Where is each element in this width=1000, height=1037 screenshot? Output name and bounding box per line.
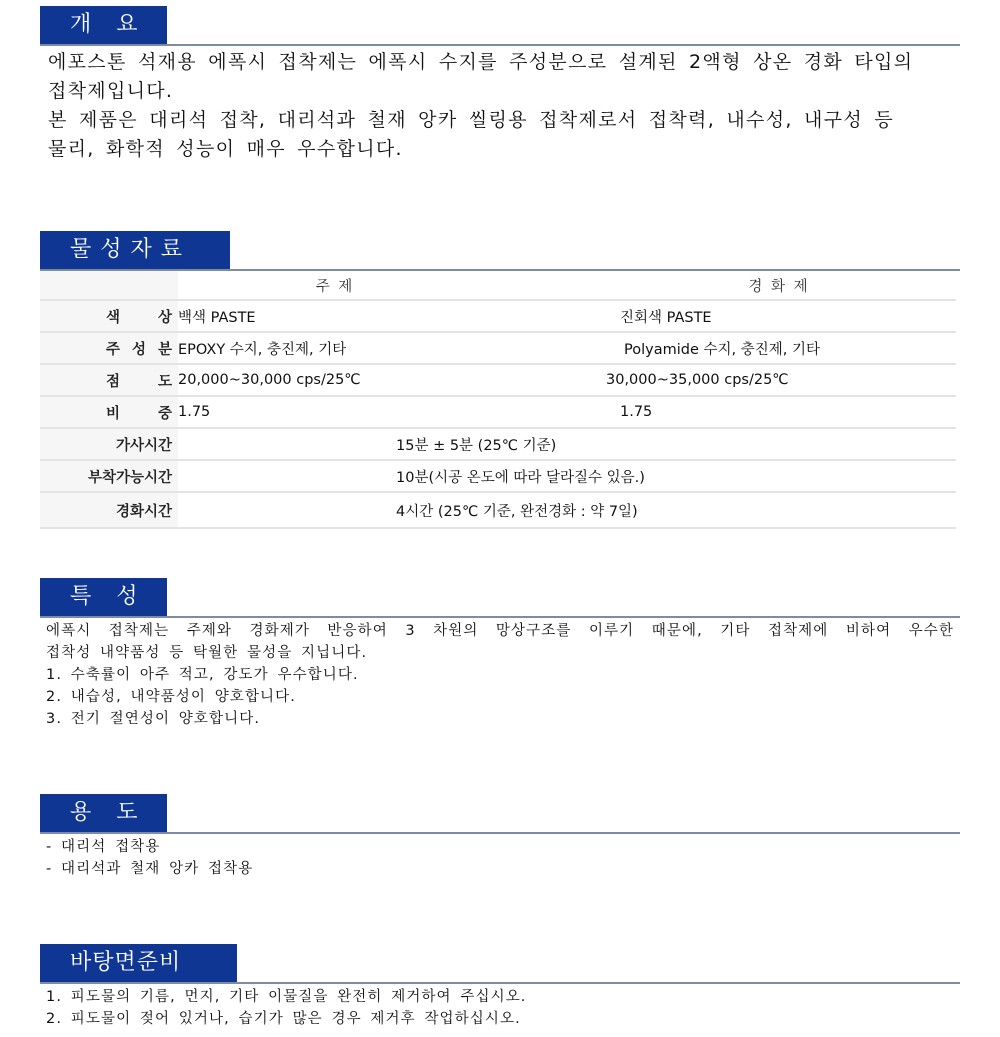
cell-hardener-specific-gravity: 1.75 [602, 396, 956, 428]
features-body [40, 620, 960, 730]
table-row [40, 460, 956, 492]
features-section [40, 578, 960, 730]
usage-header [40, 794, 960, 834]
cell-main-viscosity: 20,000~30,000 cps/25℃ [178, 364, 602, 396]
features-intro-line: 접착성 내약품성 등 탁월한 물성을 지닙니다. [46, 645, 368, 661]
overview-line: 에포스톤 석재용 에폭시 접착제는 에폭시 수지를 주성분으로 설계된 2액형 상온 경화 타입의 [48, 51, 914, 73]
row-label-specific-gravity [40, 396, 178, 428]
column-header-main: 주 제 [178, 271, 602, 300]
surface-prep-item: 1. 피도물의 기름, 먼지, 기타 이물질을 완전히 제거하여 주십시오. [46, 989, 527, 1005]
usage-title: 용 도 [40, 794, 167, 832]
overview-line: 물리, 화학적 성능이 매우 우수합니다. [48, 138, 403, 160]
cell-main-composition: EPOXY 수지, 충진제, 기타 [178, 332, 602, 364]
table-row [40, 428, 956, 460]
usage-body [40, 836, 960, 880]
row-label-cure-time: 경화시간 [40, 492, 178, 528]
cell-open-time: 10분(시공 온도에 따라 달라질수 있음.) [178, 460, 956, 492]
cell-main-color: 백색 PASTE [178, 300, 602, 332]
cell-cure-time: 4시간 (25℃ 기준, 완전경화 : 약 7일) [178, 492, 956, 528]
table-row [40, 492, 956, 528]
surface-prep-body [40, 986, 960, 1030]
features-intro-line: 에폭시 접착제는 주제와 경화제가 반응하여 3 차원의 망상구조를 이루기 때문에, 기타 접착제에 비하여 우수한 [46, 623, 954, 639]
label-part: 색 [106, 309, 121, 326]
feature-item: 2. 내습성, 내약품성이 양호합니다. [46, 689, 296, 705]
cell-pot-life: 15분 ± 5분 (25℃ 기준) [178, 428, 956, 460]
label-part: 주 [106, 341, 121, 358]
cell-hardener-composition: Polyamide 수지, 충진제, 기타 [602, 332, 956, 364]
properties-title: 물성자료 [40, 231, 230, 269]
label-part: 성 [131, 341, 146, 358]
label-part: 분 [157, 341, 172, 358]
table-row [40, 300, 956, 332]
row-label-pot-life: 가사시간 [40, 428, 178, 460]
table-header-row [40, 271, 956, 300]
label-part: 점 [106, 373, 121, 390]
cell-hardener-viscosity: 30,000~35,000 cps/25℃ [602, 364, 956, 396]
properties-header [40, 231, 960, 271]
feature-item: 3. 전기 절연성이 양호합니다. [46, 711, 261, 727]
overview-header [40, 6, 960, 46]
surface-prep-section [40, 944, 960, 1030]
feature-item: 1. 수축률이 아주 적고, 강도가 우수합니다. [46, 667, 359, 683]
usage-section [40, 794, 960, 880]
overview-title: 개 요 [40, 6, 167, 44]
label-part: 비 [106, 405, 121, 422]
label-part: 중 [157, 405, 172, 422]
overview-line: 접착제입니다. [48, 80, 174, 102]
overview-section [40, 6, 960, 164]
overview-line: 본 제품은 대리석 접착, 대리석과 철재 앙카 씰링용 접착제로서 접착력, 내수성, 내구성 등 [48, 109, 894, 131]
label-part: 상 [157, 309, 172, 326]
row-label-open-time: 부착가능시간 [40, 460, 178, 492]
surface-prep-header [40, 944, 960, 984]
row-label-color [40, 300, 178, 332]
surface-prep-title: 바탕면준비 [40, 944, 237, 982]
row-label-composition [40, 332, 178, 364]
table-row [40, 396, 956, 428]
row-label-viscosity [40, 364, 178, 396]
features-header [40, 578, 960, 618]
properties-table [40, 271, 956, 529]
surface-prep-item: 2. 피도물이 젖어 있거나, 습기가 많은 경우 제거후 작업하십시오. [46, 1011, 521, 1027]
table-row [40, 364, 956, 396]
usage-item: - 대리석과 철재 앙카 접착용 [46, 861, 254, 877]
overview-body [40, 48, 960, 164]
properties-section [40, 231, 960, 529]
label-part: 도 [157, 373, 172, 390]
usage-item: - 대리석 접착용 [46, 839, 161, 855]
column-header-hardener: 경 화 제 [602, 271, 956, 300]
table-corner-cell [40, 271, 178, 300]
table-row [40, 332, 956, 364]
features-title: 특 성 [40, 578, 167, 616]
cell-main-specific-gravity: 1.75 [178, 396, 602, 428]
cell-hardener-color: 진회색 PASTE [602, 300, 956, 332]
